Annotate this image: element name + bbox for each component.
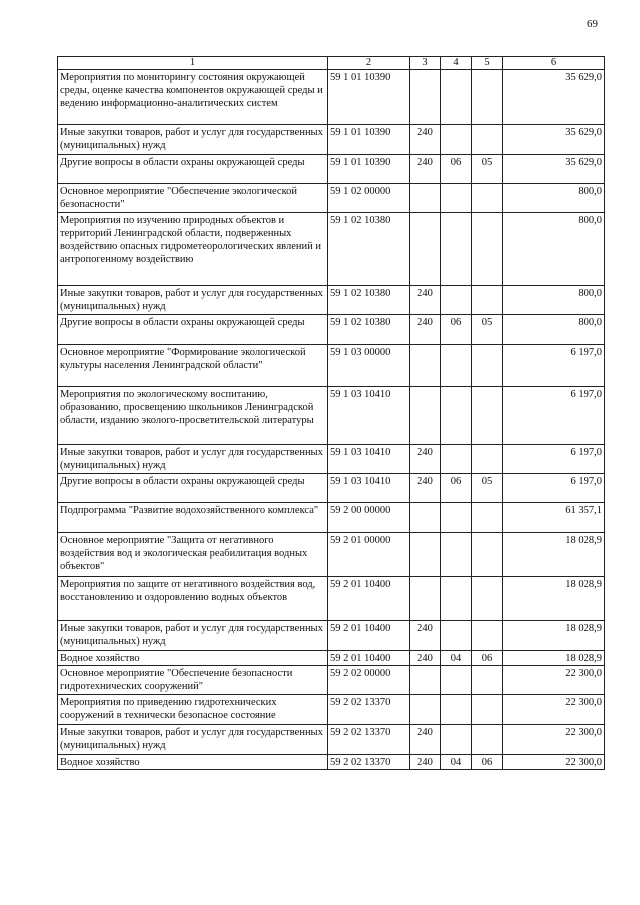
- cell-amount: 6 197,0: [503, 445, 605, 474]
- cell-name: Другие вопросы в области охраны окружающей среды: [58, 315, 328, 345]
- cell-subsection: [472, 387, 503, 445]
- cell-code: 59 1 02 00000: [328, 184, 410, 213]
- header-row: [58, 57, 605, 70]
- cell-code: 59 1 03 10410: [328, 387, 410, 445]
- cell-name: Другие вопросы в области охраны окружающей среды: [58, 155, 328, 184]
- cell-section: [441, 695, 472, 725]
- cell-section: 06: [441, 474, 472, 503]
- cell-amount: 6 197,0: [503, 345, 605, 387]
- cell-expense-type: [410, 184, 441, 213]
- cell-amount: 35 629,0: [503, 125, 605, 155]
- cell-subsection: 05: [472, 474, 503, 503]
- cell-expense-type: 240: [410, 286, 441, 315]
- cell-amount: 6 197,0: [503, 474, 605, 503]
- cell-code: 59 2 02 13370: [328, 755, 410, 770]
- cell-amount: 61 357,1: [503, 503, 605, 533]
- cell-expense-type: [410, 577, 441, 621]
- cell-code: 59 2 02 00000: [328, 666, 410, 695]
- cell-section: [441, 533, 472, 577]
- cell-expense-type: [410, 533, 441, 577]
- cell-expense-type: [410, 695, 441, 725]
- header-col-2: 2: [328, 57, 410, 70]
- cell-code: 59 2 02 13370: [328, 725, 410, 755]
- cell-name: Подпрограмма "Развитие водохозяйственного комплекса": [58, 503, 328, 533]
- cell-section: 04: [441, 651, 472, 666]
- cell-subsection: [472, 533, 503, 577]
- budget-table: [57, 56, 605, 770]
- cell-subsection: [472, 621, 503, 651]
- cell-subsection: 06: [472, 755, 503, 770]
- cell-section: 06: [441, 315, 472, 345]
- cell-subsection: [472, 666, 503, 695]
- cell-expense-type: [410, 503, 441, 533]
- cell-section: [441, 213, 472, 286]
- cell-section: [441, 666, 472, 695]
- cell-code: 59 1 01 10390: [328, 70, 410, 125]
- cell-amount: 18 028,9: [503, 533, 605, 577]
- cell-expense-type: 240: [410, 445, 441, 474]
- cell-expense-type: [410, 387, 441, 445]
- cell-name: Иные закупки товаров, работ и услуг для государственных (муниципальных) нужд: [58, 725, 328, 755]
- cell-subsection: 06: [472, 651, 503, 666]
- cell-code: 59 1 01 10390: [328, 125, 410, 155]
- cell-amount: 22 300,0: [503, 695, 605, 725]
- table-body: [58, 70, 605, 770]
- cell-expense-type: 240: [410, 725, 441, 755]
- table-row: [58, 213, 605, 286]
- cell-section: [441, 345, 472, 387]
- header-col-5: 5: [472, 57, 503, 70]
- cell-subsection: [472, 184, 503, 213]
- cell-expense-type: 240: [410, 755, 441, 770]
- cell-subsection: [472, 577, 503, 621]
- cell-code: 59 2 00 00000: [328, 503, 410, 533]
- cell-name: Иные закупки товаров, работ и услуг для государственных (муниципальных) нужд: [58, 445, 328, 474]
- cell-expense-type: [410, 345, 441, 387]
- cell-amount: 35 629,0: [503, 70, 605, 125]
- table-row: [58, 577, 605, 621]
- cell-name: Водное хозяйство: [58, 755, 328, 770]
- cell-section: [441, 387, 472, 445]
- cell-name: Основное мероприятие "Защита от негативного воздействия вод и экологическая реабилитация водных объектов": [58, 533, 328, 577]
- cell-amount: 22 300,0: [503, 666, 605, 695]
- cell-code: 59 2 02 13370: [328, 695, 410, 725]
- table-row: [58, 725, 605, 755]
- cell-code: 59 1 02 10380: [328, 213, 410, 286]
- table-row: [58, 474, 605, 503]
- cell-subsection: 05: [472, 315, 503, 345]
- cell-amount: 18 028,9: [503, 651, 605, 666]
- cell-amount: 18 028,9: [503, 577, 605, 621]
- cell-code: 59 2 01 10400: [328, 577, 410, 621]
- cell-name: Иные закупки товаров, работ и услуг для государственных (муниципальных) нужд: [58, 125, 328, 155]
- cell-expense-type: 240: [410, 474, 441, 503]
- cell-section: 06: [441, 155, 472, 184]
- table-row: [58, 345, 605, 387]
- table-row: [58, 503, 605, 533]
- cell-name: Мероприятия по мониторингу состояния окружающей среды, оценке качества компонентов окружающей среды и ведению информационно-аналитических систем: [58, 70, 328, 125]
- cell-name: Иные закупки товаров, работ и услуг для государственных (муниципальных) нужд: [58, 621, 328, 651]
- cell-name: Основное мероприятие "Обеспечение безопасности гидротехнических сооружений": [58, 666, 328, 695]
- cell-amount: 22 300,0: [503, 725, 605, 755]
- cell-code: 59 1 02 10380: [328, 286, 410, 315]
- cell-expense-type: [410, 213, 441, 286]
- cell-expense-type: [410, 666, 441, 695]
- table-row: [58, 755, 605, 770]
- cell-code: 59 1 03 10410: [328, 445, 410, 474]
- table-row: [58, 695, 605, 725]
- cell-expense-type: 240: [410, 125, 441, 155]
- cell-subsection: 05: [472, 155, 503, 184]
- cell-section: [441, 70, 472, 125]
- cell-section: [441, 184, 472, 213]
- cell-name: Другие вопросы в области охраны окружающей среды: [58, 474, 328, 503]
- cell-expense-type: 240: [410, 155, 441, 184]
- cell-subsection: [472, 213, 503, 286]
- cell-section: [441, 725, 472, 755]
- cell-name: Основное мероприятие "Формирование экологической культуры населения Ленинградской области": [58, 345, 328, 387]
- table-row: [58, 387, 605, 445]
- header-col-4: 4: [441, 57, 472, 70]
- cell-section: [441, 125, 472, 155]
- cell-code: 59 2 01 10400: [328, 621, 410, 651]
- cell-expense-type: 240: [410, 621, 441, 651]
- header-col-1: 1: [58, 57, 328, 70]
- cell-section: [441, 621, 472, 651]
- cell-amount: 800,0: [503, 213, 605, 286]
- table-row: [58, 621, 605, 651]
- cell-code: 59 2 01 10400: [328, 651, 410, 666]
- cell-code: 59 1 01 10390: [328, 155, 410, 184]
- cell-expense-type: [410, 70, 441, 125]
- cell-name: Мероприятия по экологическому воспитанию, образованию, просвещению школьников Ленинградской области, изданию эколого-просветительской литературы: [58, 387, 328, 445]
- cell-expense-type: 240: [410, 315, 441, 345]
- page-number: 69: [587, 18, 598, 30]
- cell-section: [441, 577, 472, 621]
- cell-amount: 18 028,9: [503, 621, 605, 651]
- cell-name: Иные закупки товаров, работ и услуг для государственных (муниципальных) нужд: [58, 286, 328, 315]
- cell-subsection: [472, 70, 503, 125]
- cell-section: 04: [441, 755, 472, 770]
- table-row: [58, 125, 605, 155]
- cell-subsection: [472, 695, 503, 725]
- cell-subsection: [472, 345, 503, 387]
- cell-name: Водное хозяйство: [58, 651, 328, 666]
- table-row: [58, 155, 605, 184]
- cell-code: 59 1 03 00000: [328, 345, 410, 387]
- cell-name: Мероприятия по защите от негативного воздействия вод, восстановлению и оздоровлению водных объектов: [58, 577, 328, 621]
- cell-amount: 6 197,0: [503, 387, 605, 445]
- cell-section: [441, 286, 472, 315]
- cell-amount: 800,0: [503, 184, 605, 213]
- cell-section: [441, 445, 472, 474]
- cell-name: Мероприятия по приведению гидротехнических сооружений в технически безопасное состояние: [58, 695, 328, 725]
- cell-amount: 22 300,0: [503, 755, 605, 770]
- cell-subsection: [472, 503, 503, 533]
- cell-amount: 800,0: [503, 286, 605, 315]
- cell-subsection: [472, 125, 503, 155]
- cell-name: Мероприятия по изучению природных объектов и территорий Ленинградской области, подверженных воздействию опасных гидрометеорологических явлений и антропогенному воздействию: [58, 213, 328, 286]
- cell-amount: 800,0: [503, 315, 605, 345]
- table-row: [58, 315, 605, 345]
- table-row: [58, 70, 605, 125]
- cell-subsection: [472, 725, 503, 755]
- table-row: [58, 666, 605, 695]
- cell-subsection: [472, 286, 503, 315]
- cell-code: 59 1 02 10380: [328, 315, 410, 345]
- cell-code: 59 1 03 10410: [328, 474, 410, 503]
- header-col-3: 3: [410, 57, 441, 70]
- header-col-6: 6: [503, 57, 605, 70]
- cell-section: [441, 503, 472, 533]
- table-row: [58, 651, 605, 666]
- table-row: [58, 184, 605, 213]
- cell-code: 59 2 01 00000: [328, 533, 410, 577]
- table-row: [58, 533, 605, 577]
- cell-expense-type: 240: [410, 651, 441, 666]
- table-row: [58, 445, 605, 474]
- cell-name: Основное мероприятие "Обеспечение экологической безопасности": [58, 184, 328, 213]
- cell-subsection: [472, 445, 503, 474]
- cell-amount: 35 629,0: [503, 155, 605, 184]
- table-row: [58, 286, 605, 315]
